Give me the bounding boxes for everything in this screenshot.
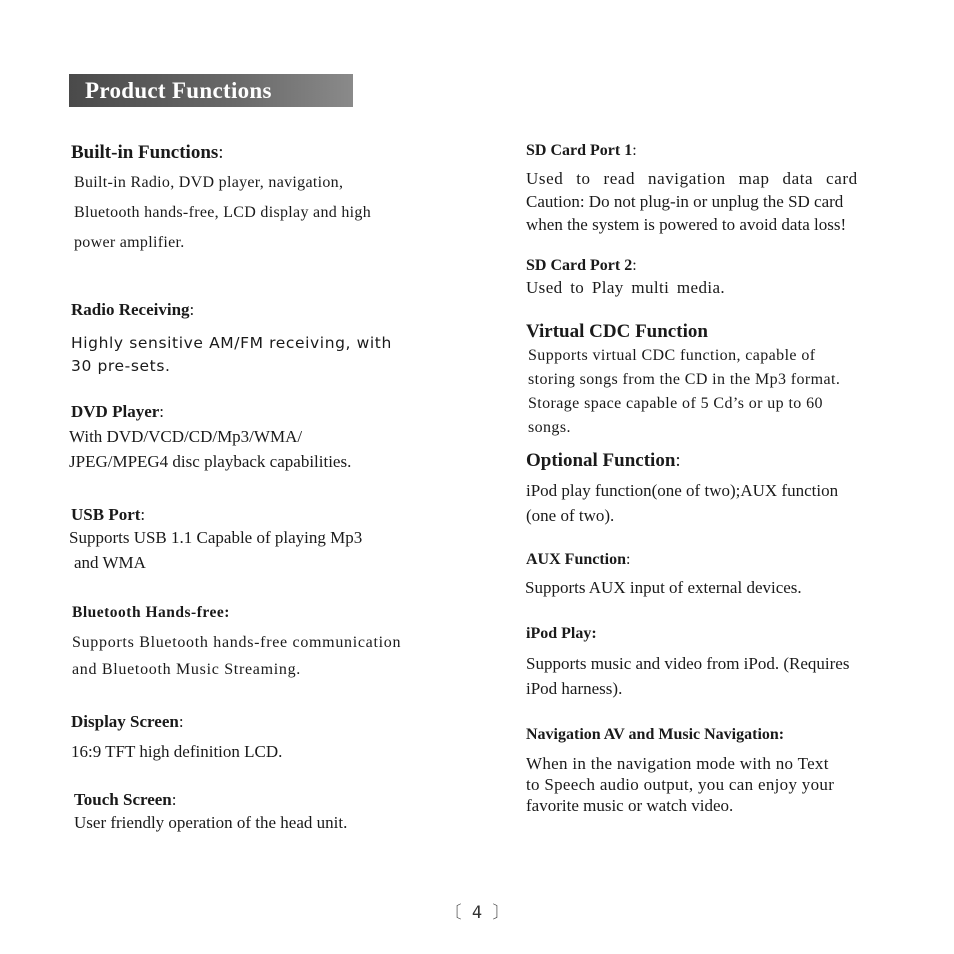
display-body: 16:9 TFT high definition LCD. bbox=[71, 742, 283, 761]
usb-heading: USB Port: bbox=[71, 505, 146, 524]
cdc-heading: Virtual CDC Function bbox=[526, 321, 708, 342]
radio-body: Highly sensitive AM/FM receiving, with 30 pre-sets. bbox=[71, 334, 392, 375]
builtin-heading: Built-in Functions: bbox=[71, 142, 224, 163]
bluetooth-body: Supports Bluetooth hands-free communication and Bluetooth Music Streaming. bbox=[72, 634, 402, 678]
section-banner: Product Functions bbox=[69, 74, 353, 107]
display-heading: Display Screen: bbox=[71, 712, 184, 731]
dvd-player-section bbox=[71, 402, 351, 474]
sd1-body: Used to read navigation map data card Caution: Do not plug-in or unplug the SD card when the system is powered to avoid data loss! bbox=[526, 169, 858, 234]
touch-body: User friendly operation of the head unit. bbox=[74, 813, 348, 832]
radio-heading: Radio Receiving: bbox=[71, 300, 195, 319]
sd2-body: Used to Play multi media. bbox=[526, 278, 726, 297]
page-number: 〔 4 〕 bbox=[444, 903, 510, 923]
bluetooth-section bbox=[72, 604, 401, 683]
ipod-play-section bbox=[526, 625, 849, 701]
optional-body: iPod play function(one of two);AUX function (one of two). bbox=[526, 481, 839, 525]
sd2-heading: SD Card Port 2: bbox=[526, 257, 637, 274]
dvd-body: With DVD/VCD/CD/Mp3/WMA/ JPEG/MPEG4 disc playback capabilities. bbox=[69, 427, 352, 471]
builtin-body: Built-in Radio, DVD player, navigation, Bluetooth hands-free, LCD display and high power amplifier. bbox=[74, 174, 371, 251]
sd-card-port-2-section bbox=[526, 257, 725, 300]
bluetooth-heading: Bluetooth Hands-free: bbox=[72, 604, 230, 621]
display-screen-section bbox=[71, 712, 282, 764]
radio-receiving-section bbox=[71, 300, 392, 378]
builtin-functions-section bbox=[71, 142, 371, 258]
virtual-cdc-section bbox=[526, 321, 840, 440]
dvd-heading: DVD Player: bbox=[71, 402, 165, 421]
nav-heading: Navigation AV and Music Navigation: bbox=[526, 726, 785, 743]
aux-function-section bbox=[526, 551, 802, 600]
sd1-heading: SD Card Port 1: bbox=[526, 142, 637, 159]
ipod-body: Supports music and video from iPod. (Requires iPod harness). bbox=[526, 654, 850, 698]
nav-body: When in the navigation mode with no Text to Speech audio output, you can enjoy your favorite music or watch video. bbox=[526, 754, 835, 815]
aux-body: Supports AUX input of external devices. bbox=[525, 578, 802, 597]
usb-body: Supports USB 1.1 Capable of playing Mp3 and WMA bbox=[69, 528, 363, 572]
ipod-heading: iPod Play: bbox=[526, 625, 597, 642]
navigation-av-section bbox=[526, 726, 882, 816]
usb-port-section bbox=[71, 505, 362, 575]
optional-heading: Optional Function: bbox=[526, 450, 681, 471]
cdc-body: Supports virtual CDC function, capable of storing songs from the CD in the Mp3 format. Storage space capable of 5 Cd’s or up to 60 songs. bbox=[528, 347, 841, 436]
optional-function-section bbox=[526, 450, 838, 528]
sd-card-port-1-section bbox=[526, 142, 886, 236]
touch-screen-section bbox=[74, 790, 347, 835]
aux-heading: AUX Function: bbox=[526, 551, 631, 568]
touch-heading: Touch Screen: bbox=[74, 790, 177, 809]
